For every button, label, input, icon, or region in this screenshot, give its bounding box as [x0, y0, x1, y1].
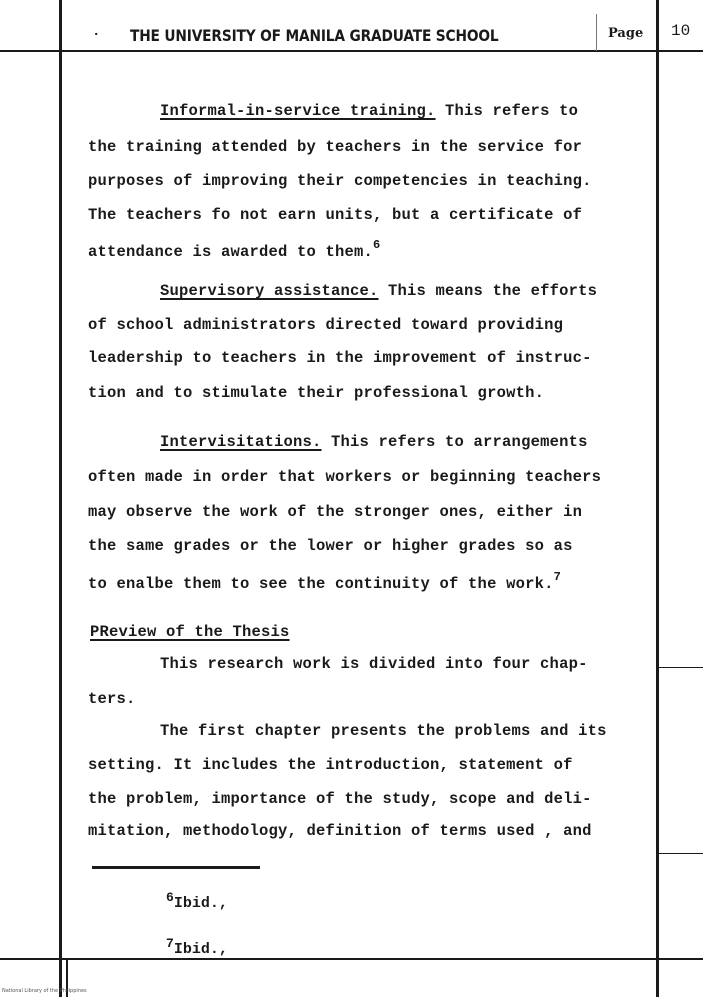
para2-line1-rest: This means the efforts	[378, 282, 598, 300]
para1-line1	[160, 102, 578, 120]
footnote-ref-6: 6	[373, 238, 381, 252]
footnote-ref-7: 7	[553, 570, 561, 584]
para2-term: Supervisory assistance.	[160, 282, 379, 300]
para2-line4: tion and to stimulate their professional growth.	[88, 384, 545, 402]
para1-line5	[88, 238, 380, 261]
footnote-7-text: Ibid.,	[173, 941, 228, 958]
para3-term: Intervisitations.	[160, 433, 322, 451]
para3-line2: often made in order that workers or beginning teachers	[88, 468, 602, 486]
footer-rule	[0, 958, 703, 960]
section-p1-line1: This research work is divided into four chap-	[160, 655, 588, 673]
right-tick-rule-2	[659, 853, 703, 854]
para3-line1-rest: This refers to arrangements	[321, 433, 588, 451]
footnote-7	[166, 936, 228, 958]
para3-line5-text: to enalbe them to see the continuity of the work.	[88, 575, 554, 593]
footnote-6-text: Ibid.,	[173, 895, 228, 912]
right-tick-rule-1	[659, 667, 703, 668]
para2-line2: of school administrators directed toward providing	[88, 316, 564, 334]
section-p2-line2: setting. It includes the introduction, statement of	[88, 756, 573, 774]
para1-line3: purposes of improving their competencies in teaching.	[88, 172, 592, 190]
header-bottom-rule	[0, 50, 703, 52]
section-p2-line4: mitation, methodology, definition of terms used , and	[88, 822, 592, 840]
left-margin-rule	[59, 0, 62, 997]
para1-line4: The teachers fo not earn units, but a certificate of	[88, 206, 583, 224]
para1-term: Informal-in-service training.	[160, 102, 436, 120]
para3-line3: may observe the work of the stronger ones, either in	[88, 503, 583, 521]
para1-line1-rest: This refers to	[435, 102, 579, 120]
page-label: Page	[608, 26, 644, 41]
header-title: THE UNIVERSITY OF MANILA GRADUATE SCHOOL	[130, 26, 499, 45]
para3-line4: the same grades or the lower or higher grades so as	[88, 537, 573, 555]
section-p2-line1: The first chapter presents the problems and its	[160, 722, 607, 740]
scan-credit: National Library of the Philippines	[2, 988, 87, 994]
page-box-divider	[596, 14, 597, 51]
para1-line2: the training attended by teachers in the service for	[88, 138, 583, 156]
para1-line5-text: attendance is awarded to them.	[88, 243, 374, 261]
para2-line3: leadership to teachers in the improvement of instruc-	[88, 349, 592, 367]
header-bullet: ·	[92, 27, 101, 43]
para3-line5	[88, 570, 561, 593]
footnote-7-number: 7	[166, 936, 174, 951]
footnote-6	[166, 890, 228, 912]
section-p2-line3: the problem, importance of the study, scope and deli-	[88, 790, 592, 808]
footnote-6-number: 6	[166, 890, 174, 905]
section-heading: PReview of the Thesis	[90, 623, 290, 641]
para3-line1	[160, 433, 588, 451]
right-margin-rule	[656, 0, 659, 997]
page-number: 10	[671, 22, 691, 40]
section-p1-line2: ters.	[88, 690, 136, 708]
footnote-rule	[92, 866, 260, 869]
para2-line1	[160, 282, 597, 300]
